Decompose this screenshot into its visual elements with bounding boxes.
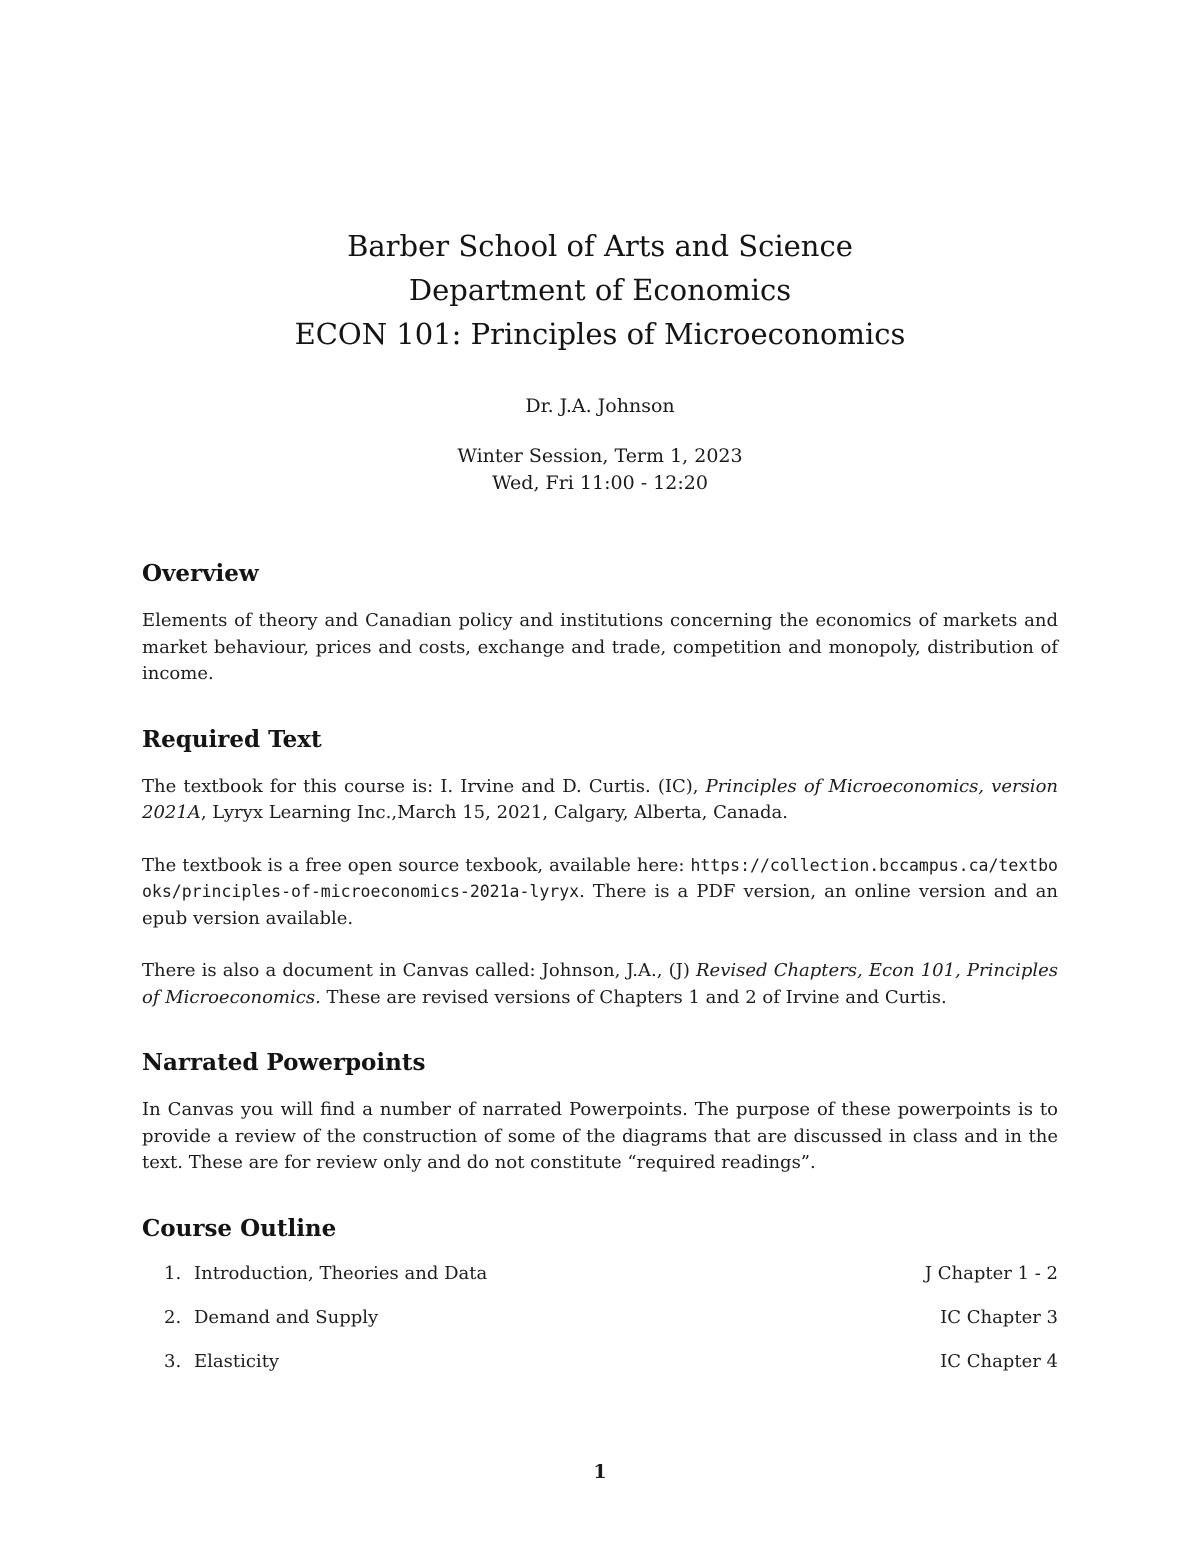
overview-heading: Overview bbox=[142, 560, 259, 587]
outline-item-reading: J Chapter 1 - 2 bbox=[924, 1262, 1058, 1284]
revised-description: These are revised versions of Chapters 1 and 2 of Irvine and Curtis. bbox=[320, 986, 947, 1008]
overview-section bbox=[142, 556, 1058, 688]
session-schedule: Wed, Fri 11:00 - 12:20 bbox=[492, 472, 708, 494]
main-content bbox=[142, 556, 1058, 1393]
narrated-powerpoints-section bbox=[142, 1045, 1058, 1177]
session-info bbox=[0, 443, 1200, 497]
revised-chapters-paragraph bbox=[142, 958, 1058, 1011]
course-outline-list bbox=[142, 1261, 1058, 1393]
list-item bbox=[164, 1305, 1058, 1349]
textbook-title: Principles of Microeconomics, version 2021A bbox=[142, 775, 1058, 823]
revised-intro: There is also a document in Canvas called: Johnson, J.A., (J) bbox=[142, 960, 696, 981]
course-title: ECON 101: Principles of Microeconomics bbox=[294, 317, 906, 351]
course-outline-section bbox=[142, 1211, 1058, 1393]
session-term: Winter Session, Term 1, 2023 bbox=[457, 445, 743, 467]
outline-item-number: 2. bbox=[164, 1306, 182, 1328]
narrated-powerpoints-heading: Narrated Powerpoints bbox=[142, 1049, 426, 1076]
course-outline-heading: Course Outline bbox=[142, 1214, 337, 1242]
instructor-name: Dr. J.A. Johnson bbox=[525, 395, 675, 417]
title-block bbox=[0, 224, 1200, 356]
outline-item-topic: Introduction, Theories and Data bbox=[194, 1262, 488, 1284]
department-name: Department of Economics bbox=[408, 273, 792, 307]
textbook-publisher: , Lyryx Learning Inc.,March 15, 2021, Calgary, Alberta, Canada. bbox=[200, 802, 788, 823]
list-item bbox=[164, 1349, 1058, 1393]
availability-formats: . There is a PDF version, an online version and an epub version available. bbox=[142, 881, 1058, 929]
outline-item-number: 3. bbox=[164, 1350, 182, 1372]
page-number: 1 bbox=[593, 1461, 607, 1483]
textbook-url-link[interactable]: https://collection.bccampus.ca/textbooks/principles-of-microeconomics-2021a-lyryx bbox=[142, 855, 1058, 901]
outline-item-topic: Demand and Supply bbox=[194, 1306, 379, 1328]
availability-intro: The textbook is a free open source texbook, available here: bbox=[142, 854, 691, 876]
outline-item-reading: IC Chapter 4 bbox=[940, 1350, 1058, 1372]
outline-item-reading: IC Chapter 3 bbox=[940, 1306, 1058, 1328]
revised-chapters-title: Revised Chapters, Econ 101, Principles of Microeconomics. bbox=[142, 960, 1058, 1008]
overview-paragraph: Elements of theory and Canadian policy and institutions concerning the economics of markets and market behaviour, prices and costs, exchange and trade, competition and monopoly, distribution of income. bbox=[142, 610, 1058, 684]
textbook-paragraph bbox=[142, 774, 1058, 827]
required-text-heading: Required Text bbox=[142, 725, 322, 753]
list-item bbox=[164, 1261, 1058, 1305]
outline-item-topic: Elasticity bbox=[194, 1350, 280, 1372]
required-text-section bbox=[142, 722, 1058, 1012]
narrated-powerpoints-paragraph: In Canvas you will find a number of narrated Powerpoints. The purpose of these powerpoints is to provide a review of the construction of some of the diagrams that are discussed in class and in the text. These are for review only and do not constitute “required readings”. bbox=[142, 1099, 1058, 1173]
textbook-availability-paragraph bbox=[142, 853, 1058, 933]
school-name: Barber School of Arts and Science bbox=[347, 229, 853, 263]
outline-item-number: 1. bbox=[164, 1262, 182, 1284]
textbook-intro: The textbook for this course is: I. Irvine and D. Curtis. (IC), bbox=[142, 775, 706, 797]
